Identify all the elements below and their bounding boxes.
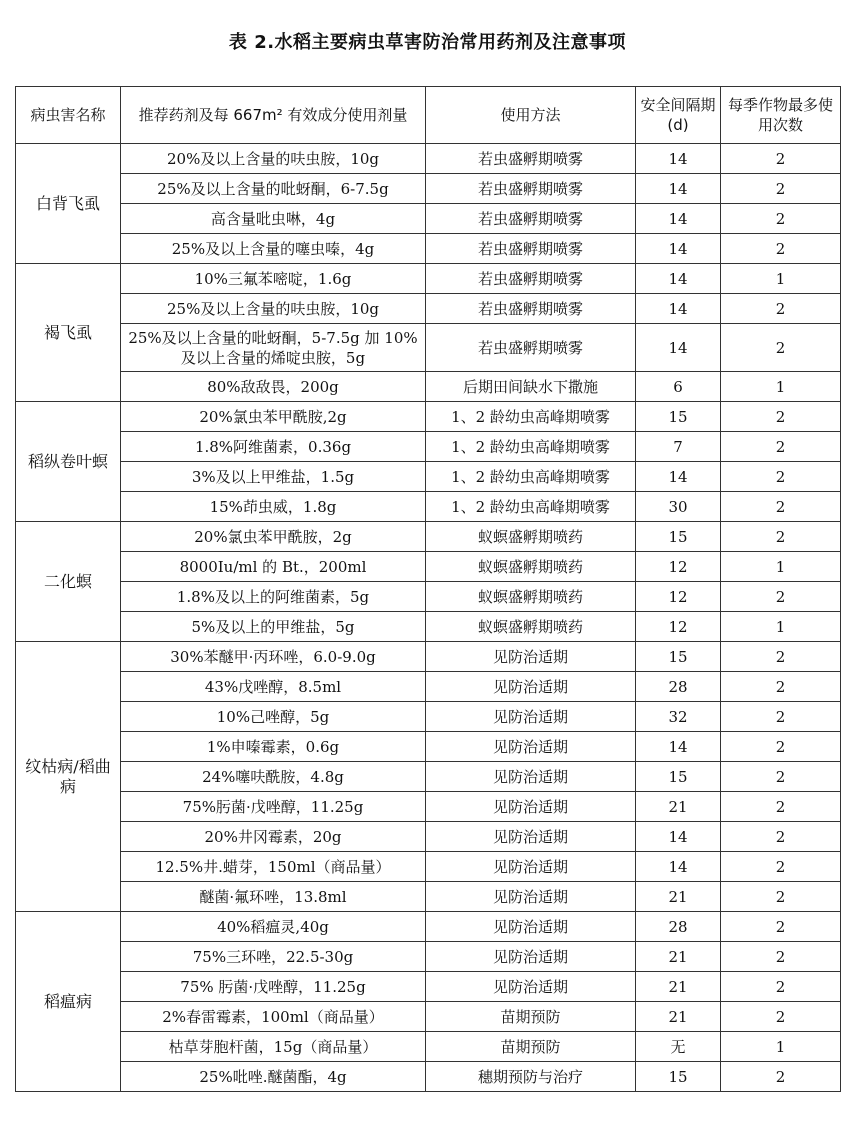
safety-interval-cell: 28 bbox=[636, 672, 721, 702]
agent-dosage-cell: 25%及以上含量的吡蚜酮，5-7.5g 加 10%及以上含量的烯啶虫胺，5g bbox=[121, 324, 426, 372]
safety-interval-cell: 14 bbox=[636, 234, 721, 264]
table-row bbox=[16, 1002, 841, 1032]
safety-interval-cell: 12 bbox=[636, 612, 721, 642]
method-cell: 若虫盛孵期喷雾 bbox=[426, 174, 636, 204]
agent-dosage-cell: 20%氯虫苯甲酰胺，2g bbox=[121, 522, 426, 552]
pest-name-cell: 稻纵卷叶螟 bbox=[16, 402, 121, 522]
method-cell: 见防治适期 bbox=[426, 972, 636, 1002]
safety-interval-cell: 14 bbox=[636, 264, 721, 294]
agent-dosage-cell: 1.8%及以上的阿维菌素，5g bbox=[121, 582, 426, 612]
safety-interval-cell: 32 bbox=[636, 702, 721, 732]
safety-interval-cell: 15 bbox=[636, 402, 721, 432]
table-row bbox=[16, 402, 841, 432]
table-row bbox=[16, 432, 841, 462]
agent-dosage-cell: 醚菌·氟环唑，13.8ml bbox=[121, 882, 426, 912]
max-times-cell: 1 bbox=[721, 372, 841, 402]
agent-dosage-cell: 20%氯虫苯甲酰胺,2g bbox=[121, 402, 426, 432]
safety-interval-cell: 30 bbox=[636, 492, 721, 522]
method-cell: 1、2 龄幼虫高峰期喷雾 bbox=[426, 402, 636, 432]
table-row bbox=[16, 372, 841, 402]
method-cell: 见防治适期 bbox=[426, 672, 636, 702]
safety-interval-cell: 14 bbox=[636, 732, 721, 762]
agent-dosage-cell: 25%及以上含量的呋虫胺，10g bbox=[121, 294, 426, 324]
method-cell: 蚁螟盛孵期喷药 bbox=[426, 612, 636, 642]
method-cell: 蚁螟盛孵期喷药 bbox=[426, 522, 636, 552]
max-times-cell: 2 bbox=[721, 522, 841, 552]
agent-dosage-cell: 25%及以上含量的吡蚜酮，6-7.5g bbox=[121, 174, 426, 204]
agent-dosage-cell: 43%戊唑醇，8.5ml bbox=[121, 672, 426, 702]
max-times-cell: 2 bbox=[721, 582, 841, 612]
table-row bbox=[16, 882, 841, 912]
max-times-cell: 2 bbox=[721, 762, 841, 792]
safety-interval-cell: 12 bbox=[636, 552, 721, 582]
agent-dosage-cell: 75%肟菌·戊唑醇，11.25g bbox=[121, 792, 426, 822]
method-cell: 若虫盛孵期喷雾 bbox=[426, 234, 636, 264]
max-times-cell: 2 bbox=[721, 912, 841, 942]
table-row bbox=[16, 702, 841, 732]
agent-dosage-cell: 12.5%井.蜡芽，150ml（商品量） bbox=[121, 852, 426, 882]
safety-interval-cell: 无 bbox=[636, 1032, 721, 1062]
table-row bbox=[16, 942, 841, 972]
max-times-cell: 1 bbox=[721, 1032, 841, 1062]
safety-interval-cell: 21 bbox=[636, 972, 721, 1002]
table-row bbox=[16, 294, 841, 324]
pest-name-cell: 白背飞虱 bbox=[16, 144, 121, 264]
max-times-cell: 2 bbox=[721, 144, 841, 174]
table-row bbox=[16, 174, 841, 204]
agent-dosage-cell: 75%三环唑，22.5-30g bbox=[121, 942, 426, 972]
table-row bbox=[16, 852, 841, 882]
table-row bbox=[16, 762, 841, 792]
safety-interval-cell: 14 bbox=[636, 852, 721, 882]
table-row bbox=[16, 264, 841, 294]
max-times-cell: 2 bbox=[721, 702, 841, 732]
method-cell: 见防治适期 bbox=[426, 852, 636, 882]
max-times-cell: 2 bbox=[721, 792, 841, 822]
method-cell: 见防治适期 bbox=[426, 912, 636, 942]
max-times-cell: 2 bbox=[721, 294, 841, 324]
max-times-cell: 2 bbox=[721, 852, 841, 882]
safety-interval-cell: 15 bbox=[636, 522, 721, 552]
table-row bbox=[16, 732, 841, 762]
safety-interval-cell: 15 bbox=[636, 762, 721, 792]
method-cell: 见防治适期 bbox=[426, 762, 636, 792]
header-max-times: 每季作物最多使用次数 bbox=[721, 87, 841, 144]
max-times-cell: 2 bbox=[721, 492, 841, 522]
agent-dosage-cell: 1.8%阿维菌素，0.36g bbox=[121, 432, 426, 462]
table-row bbox=[16, 234, 841, 264]
table-row bbox=[16, 612, 841, 642]
method-cell: 见防治适期 bbox=[426, 732, 636, 762]
safety-interval-cell: 14 bbox=[636, 144, 721, 174]
method-cell: 见防治适期 bbox=[426, 792, 636, 822]
method-cell: 苗期预防 bbox=[426, 1032, 636, 1062]
table-row bbox=[16, 1062, 841, 1092]
safety-interval-cell: 14 bbox=[636, 174, 721, 204]
table-caption: 表 2.水稻主要病虫草害防治常用药剂及注意事项 bbox=[228, 32, 627, 53]
max-times-cell: 2 bbox=[721, 732, 841, 762]
table-row bbox=[16, 972, 841, 1002]
table-row bbox=[16, 204, 841, 234]
method-cell: 见防治适期 bbox=[426, 642, 636, 672]
max-times-cell: 2 bbox=[721, 402, 841, 432]
safety-interval-cell: 21 bbox=[636, 1002, 721, 1032]
safety-interval-cell: 14 bbox=[636, 462, 721, 492]
header-method: 使用方法 bbox=[426, 87, 636, 144]
pest-name-cell: 二化螟 bbox=[16, 522, 121, 642]
max-times-cell: 2 bbox=[721, 882, 841, 912]
table-row bbox=[16, 324, 841, 372]
agent-dosage-cell: 25%吡唑.醚菌酯，4g bbox=[121, 1062, 426, 1092]
agent-dosage-cell: 10%三氟苯嘧啶，1.6g bbox=[121, 264, 426, 294]
max-times-cell: 2 bbox=[721, 204, 841, 234]
agent-dosage-cell: 20%及以上含量的呋虫胺，10g bbox=[121, 144, 426, 174]
safety-interval-cell: 15 bbox=[636, 1062, 721, 1092]
header-pest-name: 病虫害名称 bbox=[16, 87, 121, 144]
safety-interval-cell: 7 bbox=[636, 432, 721, 462]
max-times-cell: 1 bbox=[721, 552, 841, 582]
method-cell: 1、2 龄幼虫高峰期喷雾 bbox=[426, 492, 636, 522]
method-cell: 见防治适期 bbox=[426, 702, 636, 732]
agent-dosage-cell: 3%及以上甲维盐，1.5g bbox=[121, 462, 426, 492]
method-cell: 若虫盛孵期喷雾 bbox=[426, 264, 636, 294]
table-row bbox=[16, 522, 841, 552]
agent-dosage-cell: 20%井冈霉素，20g bbox=[121, 822, 426, 852]
agent-dosage-cell: 30%苯醚甲·丙环唑，6.0-9.0g bbox=[121, 642, 426, 672]
method-cell: 若虫盛孵期喷雾 bbox=[426, 324, 636, 372]
pest-name-cell: 稻瘟病 bbox=[16, 912, 121, 1092]
table-row bbox=[16, 672, 841, 702]
max-times-cell: 2 bbox=[721, 234, 841, 264]
max-times-cell: 2 bbox=[721, 1062, 841, 1092]
agent-dosage-cell: 80%敌敌畏，200g bbox=[121, 372, 426, 402]
max-times-cell: 2 bbox=[721, 432, 841, 462]
agent-dosage-cell: 75% 肟菌·戊唑醇，11.25g bbox=[121, 972, 426, 1002]
table-row bbox=[16, 822, 841, 852]
agent-dosage-cell: 枯草芽胞杆菌，15g（商品量） bbox=[121, 1032, 426, 1062]
table-row bbox=[16, 792, 841, 822]
method-cell: 若虫盛孵期喷雾 bbox=[426, 144, 636, 174]
header-agent-dosage: 推荐药剂及每 667m² 有效成分使用剂量 bbox=[121, 87, 426, 144]
method-cell: 后期田间缺水下撒施 bbox=[426, 372, 636, 402]
safety-interval-cell: 21 bbox=[636, 882, 721, 912]
max-times-cell: 2 bbox=[721, 462, 841, 492]
max-times-cell: 1 bbox=[721, 612, 841, 642]
method-cell: 见防治适期 bbox=[426, 942, 636, 972]
max-times-cell: 2 bbox=[721, 642, 841, 672]
agent-dosage-cell: 8000Iu/ml 的 Bt.，200ml bbox=[121, 552, 426, 582]
method-cell: 1、2 龄幼虫高峰期喷雾 bbox=[426, 462, 636, 492]
pesticide-table bbox=[15, 86, 841, 1092]
agent-dosage-cell: 15%茚虫威，1.8g bbox=[121, 492, 426, 522]
table-row bbox=[16, 552, 841, 582]
agent-dosage-cell: 40%稻瘟灵,40g bbox=[121, 912, 426, 942]
safety-interval-cell: 14 bbox=[636, 204, 721, 234]
method-cell: 见防治适期 bbox=[426, 882, 636, 912]
agent-dosage-cell: 2%春雷霉素，100ml（商品量） bbox=[121, 1002, 426, 1032]
max-times-cell: 2 bbox=[721, 942, 841, 972]
method-cell: 若虫盛孵期喷雾 bbox=[426, 204, 636, 234]
safety-interval-cell: 14 bbox=[636, 294, 721, 324]
max-times-cell: 1 bbox=[721, 264, 841, 294]
max-times-cell: 2 bbox=[721, 1002, 841, 1032]
pest-name-cell: 纹枯病/稻曲病 bbox=[16, 642, 121, 912]
table-body bbox=[16, 144, 841, 1092]
table-row bbox=[16, 462, 841, 492]
table-row bbox=[16, 1032, 841, 1062]
table-row bbox=[16, 144, 841, 174]
method-cell: 若虫盛孵期喷雾 bbox=[426, 294, 636, 324]
safety-interval-cell: 12 bbox=[636, 582, 721, 612]
table-row bbox=[16, 912, 841, 942]
table-row bbox=[16, 582, 841, 612]
header-safety-interval: 安全间隔期(d) bbox=[636, 87, 721, 144]
max-times-cell: 2 bbox=[721, 672, 841, 702]
safety-interval-cell: 28 bbox=[636, 912, 721, 942]
method-cell: 苗期预防 bbox=[426, 1002, 636, 1032]
agent-dosage-cell: 1%申嗪霉素，0.6g bbox=[121, 732, 426, 762]
agent-dosage-cell: 高含量吡虫啉，4g bbox=[121, 204, 426, 234]
max-times-cell: 2 bbox=[721, 972, 841, 1002]
method-cell: 见防治适期 bbox=[426, 822, 636, 852]
agent-dosage-cell: 25%及以上含量的噻虫嗪，4g bbox=[121, 234, 426, 264]
pest-name-cell: 褐飞虱 bbox=[16, 264, 121, 402]
table-row bbox=[16, 642, 841, 672]
agent-dosage-cell: 10%己唑醇，5g bbox=[121, 702, 426, 732]
agent-dosage-cell: 5%及以上的甲维盐，5g bbox=[121, 612, 426, 642]
method-cell: 蚁螟盛孵期喷药 bbox=[426, 582, 636, 612]
table-row bbox=[16, 492, 841, 522]
safety-interval-cell: 6 bbox=[636, 372, 721, 402]
method-cell: 1、2 龄幼虫高峰期喷雾 bbox=[426, 432, 636, 462]
safety-interval-cell: 21 bbox=[636, 942, 721, 972]
safety-interval-cell: 14 bbox=[636, 822, 721, 852]
safety-interval-cell: 15 bbox=[636, 642, 721, 672]
max-times-cell: 2 bbox=[721, 822, 841, 852]
max-times-cell: 2 bbox=[721, 324, 841, 372]
agent-dosage-cell: 24%噻呋酰胺，4.8g bbox=[121, 762, 426, 792]
safety-interval-cell: 21 bbox=[636, 792, 721, 822]
safety-interval-cell: 14 bbox=[636, 324, 721, 372]
method-cell: 穗期预防与治疗 bbox=[426, 1062, 636, 1092]
method-cell: 蚁螟盛孵期喷药 bbox=[426, 552, 636, 582]
header-row bbox=[16, 87, 841, 144]
max-times-cell: 2 bbox=[721, 174, 841, 204]
